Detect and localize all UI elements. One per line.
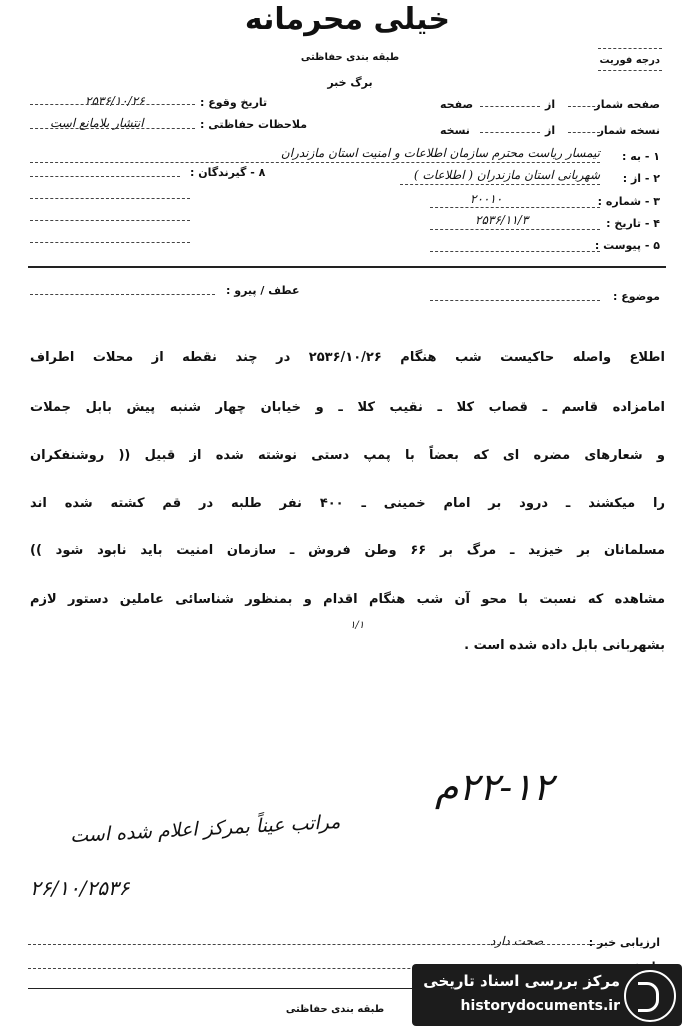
body-line-3: و شعارهای مضره ای که بعضاً با پمپ دستی نوشته شده از قبیل (( روشنفکران (30, 448, 665, 463)
recipient-line-4 (30, 242, 190, 243)
field-from-value: شهربانی استان مازندران ( اطلاعات ) (413, 168, 600, 182)
copy-unit: نسخه (440, 124, 470, 137)
form-title: برگ خبر (327, 76, 373, 89)
copy-count-label: نسخه شمار (597, 124, 660, 137)
page-of: از (545, 98, 556, 111)
body-line-5: مسلمانان بر خیزید ـ مرگ بر ۶۶ وطن فروش ـ سازمان امنیت باید نابود شود )) (30, 543, 665, 558)
field-number-line (430, 207, 600, 208)
subject-line (430, 300, 600, 301)
body-line-1: اطلاع واصله حاکیست شب هنگام ۲۵۳۶/۱۰/۲۶ در چند نقطه از محلات اطراف (30, 350, 665, 365)
field-date-label: ۴ - تاریخ : (606, 217, 660, 230)
page-count-line (568, 106, 600, 107)
page-of-line (480, 106, 540, 107)
recipient-line-2 (30, 198, 190, 199)
field-attachment-line (430, 251, 600, 252)
classification-label-top: طبقه بندی حفاظتی (300, 52, 400, 63)
page-unit: صفحه (440, 98, 474, 111)
priority-line-2 (598, 70, 662, 71)
priority-label: درجه فوریت (599, 55, 660, 66)
subject-label: موضوع : (613, 290, 660, 303)
classification-label-bottom: طبقه بندی حفاظتی (285, 1004, 385, 1015)
field-attachment-label: ۵ - پیوست : (594, 239, 660, 252)
incident-date-line (30, 104, 195, 105)
handwritten-ref-number: ۲۲-۱۲م (435, 765, 554, 809)
copy-of-line (480, 132, 540, 133)
security-notes-line (30, 128, 195, 129)
watermark-title: مرکز بررسی اسناد تاریخی (423, 972, 620, 990)
handwritten-mark: ۱/۱ (350, 620, 365, 631)
security-notes-label: ملاحظات حفاظتی : (200, 118, 308, 131)
field-date-value: ۲۵۳۶/۱۱/۳ (475, 213, 529, 227)
security-notes-value: انتشار بلامانع است (50, 116, 144, 130)
field-to-line (30, 162, 600, 163)
incident-date-label: تاریخ وقوع : (200, 96, 268, 109)
priority-line (598, 48, 662, 49)
field-date-line (430, 229, 600, 230)
classification-title: خیلی محرمانه (244, 2, 450, 37)
copy-count-line (568, 132, 600, 133)
incident-date-value: ۲۵۳۶/۱۰/۲۶ (85, 94, 145, 108)
field-number-value: ۲۰۰۱۰ (470, 192, 503, 206)
handwritten-note: مراتب عیناً بمرکز اعلام شده است (69, 810, 341, 848)
evaluation-value: صحت دارد (490, 934, 544, 948)
watermark-banner (412, 964, 682, 1026)
body-line-2: امامزاده قاسم ـ قصاب کلا ـ نقیب کلا ـ و خیابان چهار شنبه پیش بابل جملات (30, 400, 665, 415)
page-count-label: صفحه شمار (594, 98, 660, 111)
archive-logo-icon (624, 970, 676, 1022)
field-to-value: تیمسار ریاست محترم سازمان اطلاعات و امنیت استان مازندران (280, 146, 600, 160)
ref-label: عطف / پیرو : (226, 284, 300, 297)
recipient-code-label: ۸ - گیرندگان : (190, 166, 266, 179)
field-from-line (400, 184, 600, 185)
header-divider (28, 266, 666, 268)
body-line-7: بشهربانی بابل داده شده است . (464, 638, 665, 653)
recipient-line-1 (30, 176, 180, 177)
field-from-label: ۲ - از : (622, 172, 660, 185)
recipient-line-3 (30, 220, 190, 221)
copy-of: از (545, 124, 556, 137)
field-to-label: ۱ - به : (622, 150, 660, 163)
evaluation-label: ارزیابی خبر : (588, 936, 660, 949)
field-number-label: ۳ - شماره : (597, 195, 660, 208)
ref-line (30, 294, 215, 295)
evaluation-line (28, 944, 600, 945)
handwritten-date: ۲۶/۱۰/۲۵۳۶ (30, 876, 130, 900)
watermark-url: historydocuments.ir (460, 998, 620, 1014)
body-line-6: مشاهده که نسبت با محو آن شب هنگام اقدام و بمنظور شناسائی عاملین دستور لازم (30, 592, 665, 607)
body-line-4: را میکشند ـ درود بر امام خمینی ـ ۴۰۰ نفر طلبه در قم کشته شده اند (30, 496, 665, 511)
